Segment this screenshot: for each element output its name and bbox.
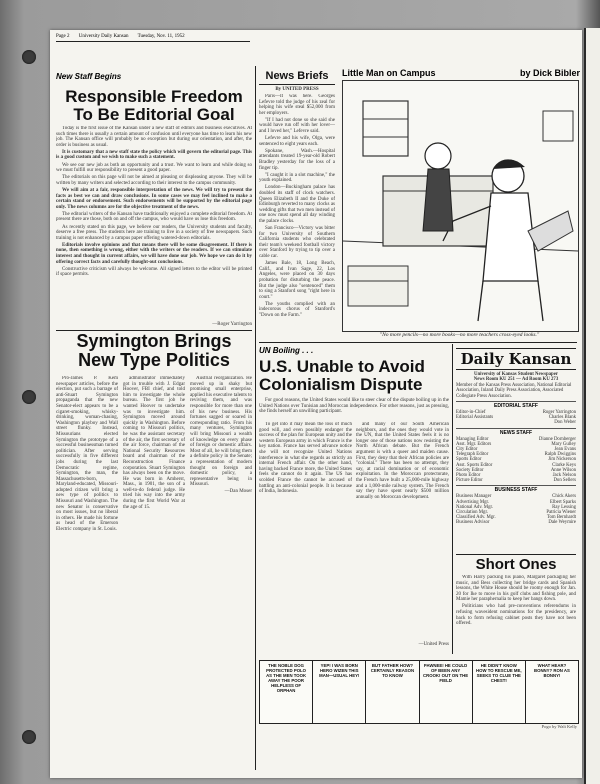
business-staff-heading: BUSINESS STAFF — [456, 485, 576, 493]
editorial-paragraph: The editorial writers of the Kansan have traditionally enjoyed a complete editorial freedom. At present there are those, both on and off the campus, who would have us lose this freedom. — [56, 211, 252, 223]
un-column-2 — [356, 422, 449, 642]
editorial-signature: —Roger Yarrington — [212, 322, 252, 327]
staff-person: Chick Akers — [552, 494, 576, 500]
staff-person: Roger Yarrington — [542, 410, 576, 416]
cartoon-byline: by Dick Bibler — [520, 68, 581, 78]
un-signature: —United Press — [418, 642, 449, 647]
staff-row — [456, 478, 576, 483]
brief-paragraph: Spokane, Wash.—Hospital attendants treated 19-year-old Robert Bradley yesterday for the loss of a finger tip. — [259, 148, 335, 171]
speech-balloon: BUT FATHER HOW? CERTAINLY REASON TO KNOW — [370, 663, 415, 678]
cartoon-caption: "No more pencils—no more books—no more teachers cross-eyed looks." — [379, 332, 540, 338]
staff-role: Editorial Assistants — [456, 415, 494, 421]
comic-panel — [260, 661, 313, 723]
brief-paragraph: Paris—It was here. Georges Lefevre told the judge of his zeal for helping his wife steal $52,000 from her employers. — [259, 94, 335, 116]
editorial-paragraph: The editorials on this page will not be aimed at pleasing or displeasing anyone. They will be written by many writers and selected according to their interest to the campus community. — [56, 175, 252, 186]
editorial-body — [56, 126, 252, 320]
comic-strip — [259, 660, 579, 724]
un-lead-text: For good reasons, the United States would like to steer clear of the dispute boiling up in the United Nations over Tunisian and Moroccan independence. For other reasons, just as pressing, she finds herself an unwilling participant. — [259, 398, 449, 415]
staff-person: Mary Gulley — [551, 441, 576, 447]
brief-paragraph: James Bale, 18, Long Beach, Calif., and Ivan Sage, 22, Los Angeles, were placed on 30 days probation for disturbing the peace. But the judge also "sentenced" them to sing a Stanford song "right here in court." — [259, 261, 335, 300]
staff-row — [456, 520, 576, 525]
staff-person: Ray Lessing — [552, 504, 576, 510]
staff-role: Photo Editor — [456, 473, 481, 479]
staff-role: Telegraph Editor — [456, 452, 489, 458]
staff-role: Asst. Sports Editor — [456, 462, 493, 468]
comic-panel — [313, 661, 366, 723]
staff-role: Circulation Mgr. — [456, 510, 488, 516]
symington-column-1 — [56, 376, 118, 770]
brief-paragraph: Lefevre and his wife, Olga, were sentenced to eight years each. — [259, 136, 335, 147]
speech-balloon: HE DIDN'T KNOW HOW TO RESCUE ME, SEEKS TO CLUE THE CHEST! — [476, 663, 522, 683]
editorial-paragraph: We see our new job as both an opportunity and a trust. We want to learn and while doing so we must fulfill our responsibility to present a good paper. — [56, 162, 252, 174]
brief-paragraph: The youths complied with an indecorous chorus of Stanford's "Down on the Farm." — [259, 301, 335, 318]
news-staff-heading: NEWS STAFF — [456, 428, 576, 436]
symington-headline: Symington Brings New Type Politics — [76, 331, 232, 370]
speech-balloon: YEP! I WAS BORN HERO WIZEN THIS MAN—USUAL HEY! — [319, 663, 360, 678]
staff-role: Asst. Mgr. Editors — [456, 441, 492, 447]
short-ones-paragraph: With Harry packing his piano, Margaret packaging her music, and Bess collecting her bridge cards and Spanish lessons, the White House should be roomy enough for Jan. 20 for Ike to move in his golf clubs and fishing pole, and Mamie her paraphernalia to keep her bangs down. — [456, 575, 576, 603]
staff-person: Ralph Dwiggins — [544, 452, 576, 458]
paper-name: University Daily Kansan — [78, 34, 129, 39]
symington-text: Austrial reorganization. He moved up in shaky but promising small enterprise, applied his executive talents to reviving them, and was responsible for more than one of his new business. His fortunes sagged or soared in corresponding ratio. From his many ventures, Symington will bring Missouri a wealth of knowledge on every phase of foreign or domestic affairs. Most of all, he will bring them a definite policy in the Senate; a representation of modern thought on foreign and domestic policy, a representative being in Missouri. — [190, 376, 252, 488]
binder-hole — [22, 730, 36, 744]
editorial-paragraph: As recently stated on this page, we believe our readers, the University students and faculty, deserve a free press. The students here are training to live in a society of free newspapers. Such training is not enhanced by a campus paper offering watered-down editorials. — [56, 224, 252, 241]
comic-strip-byline: Pogo by Walt Kelly — [541, 724, 577, 729]
short-ones-header: Short Ones — [456, 554, 576, 573]
cartoon-title: Little Man on Campus — [342, 68, 436, 78]
newspaper-page — [50, 30, 582, 778]
short-ones-paragraph: Politicians who had pre-conventions referendums in refusing wavesident nominations for the presidency, are back to form refusing cabinet posts they have not been offered. — [456, 604, 576, 627]
editorial-paragraph: It is customary that a new staff state the policy which will govern the editorial page. This is a good custom and we wish to make such a statement. — [56, 149, 252, 161]
short-ones-body — [456, 575, 576, 655]
staff-role: National Adv. Mgr. — [456, 504, 493, 510]
editorial-kicker: New Staff Begins — [56, 72, 122, 81]
staff-role: Advertising Mgr. — [456, 499, 490, 505]
editorial-headline: Responsible Freedom To Be Editorial Goal — [65, 87, 243, 124]
staff-person: Jack Nelson — [552, 473, 576, 479]
staff-role: Classified Adv. Mgr. — [456, 515, 496, 521]
staff-person: Don Sellers — [553, 478, 576, 484]
news-briefs-body — [259, 94, 335, 340]
un-lead — [259, 398, 449, 416]
un-column-1 — [259, 422, 352, 642]
editorial-staff-heading: EDITORIAL STAFF — [456, 401, 576, 409]
speech-balloon: WHAT HEAR? BONNY? RON AS BONNY! — [534, 663, 570, 678]
brief-paragraph: "I caught it in a slot machine," the youth explained. — [259, 172, 335, 184]
staff-person: Jean Evans — [554, 447, 576, 453]
un-headline: U.S. Unable to Avoid Colonialism Dispute — [259, 357, 425, 394]
speech-balloon: PAWNEE! HE COULD OF BEEN ANY CROOK! OUT ON THE FIELD — [423, 663, 469, 683]
binder-hole — [22, 390, 36, 404]
adjacent-page-edge — [584, 28, 600, 784]
staff-role: Society Editor — [456, 467, 484, 473]
staff-person: Dale Weymire — [548, 520, 576, 526]
symington-column-2 — [123, 376, 185, 770]
cartoon-illustration — [342, 80, 579, 332]
news-briefs-header: News Briefs — [259, 70, 335, 85]
editorial-paragraph: Constructive criticism will always be welcome. All signed letters to the editor will be printed if space permits. — [56, 266, 252, 278]
symington-column-3 — [190, 376, 252, 770]
un-text: and many of our South American neighbors, and the ones they would vote in the UN, that the United States feels it is no longer one of those nations now resisting the North African debate. But the French argument is with a queer and maiden cause. First, they deny that their African policies are "colonial." There has been no attempt, they say, at racial domination or of economic exploitation. In the Moroccan protectorate, the French have built a 25,000-mile highway and a 1,000-mile railway system. The French say they have spent nearly $500 million annually on Moroccan development. — [356, 422, 449, 500]
staff-person: Anne Wilson — [550, 467, 576, 473]
news-briefs-byline: By UNITED PRESS — [275, 87, 319, 92]
editorial-paragraph: Today is the first issue of the Kansan under a new staff of editors and business executives. At such times there is usually a certain amount of confusion until everyone has time to learn his new job. The Kansan office will probably be no exception but during our orientation, and after, the order is business as usual. — [56, 126, 252, 148]
staff-person: Dianne Dornberger — [538, 436, 576, 442]
cartoon-drawing — [343, 81, 578, 331]
binder-holes — [18, 30, 40, 770]
staff-box-line: Member of the Kansas Press Association, National Editorial Association, Inland Daily Press Association, Associated Collegiate Press Association. — [456, 382, 572, 399]
section-divider — [259, 342, 577, 343]
symington-signature: —Dan Moser — [224, 489, 252, 495]
staff-box-line: News Room KU 251 — Ad Room KU 273 — [473, 377, 559, 383]
brief-paragraph: San Francisco—Victory was bitter for two University of Southern California students who celebrated their team's weekend football victory over Stanford by trying to tip over a cable car. — [259, 226, 335, 260]
staff-role: Sports Editor — [456, 457, 482, 463]
staff-role: Editor-in-Chief — [456, 410, 486, 416]
staff-box-line: University of Kansas Student Newspaper — [474, 372, 558, 377]
un-kicker: UN Boiling . . . — [259, 346, 314, 355]
speech-balloon: THE NOBLE DOG PROTECTED POLO AS THE MEN TOOK AWAY THE POOR HELPLESS OF ORPHAN — [266, 663, 307, 693]
issue-date: Tuesday, Nov. 11, 1952 — [137, 34, 185, 39]
staff-role: Business Manager — [456, 494, 492, 500]
comic-panel — [420, 661, 473, 723]
un-text: To get into it may mean the loss of much good will, and even possibly endanger the success of the plan for European unity and the western European army in which France is the key nation. France has served advance notice she will not recognize United Nations interference in what she regards as strictly an internal French affair. On the other hand, having backed France more, the United States feels she cannot do it again. The US has scolded France the cannot be accused of battling an anti-colonial people. It is because of India, Indonesia. — [259, 422, 352, 495]
staff-person: Tom Bernhardt — [546, 515, 576, 521]
staff-person: Clarke Keys — [552, 462, 576, 468]
staff-box-title: Daily Kansan — [456, 348, 576, 370]
staff-row — [456, 420, 576, 425]
editorial-paragraph: We will aim at a fair, responsible interpretation of the news. We will try to present the facts as best we can and draw conclusions. In some cases we may feel inclined to make a certain stand or endorsement. Such endorsements will be supported by the editorial page only. The news columns are for the objective treatment of the news. — [56, 187, 252, 210]
comic-panel — [473, 661, 526, 723]
masthead — [56, 34, 250, 42]
column-rule — [255, 66, 256, 770]
brief-paragraph: London—Buckingham palace has doubled its staff of clock watchers. Queen Elizabeth II and the Duke of Edinburgh reverted to many clocks as wedding gifts that two men instead of one now must spend all day winding the palace clocks. — [259, 185, 335, 224]
staff-role: Business Advisor — [456, 520, 490, 526]
symington-text: administrator immediately got in trouble with J. Edgar Hoover, FBI chief, and told him to investigate the whole bureau. The first job he wanted Hoover to undertake was to investigate him. Symington moved around quickly in Washington. Before coming to Missouri politics, he was the assistant secretary of the air, the first secretary of the air force, chairman of the National Security Resources board and chairman of the Reconstruction Finance corporation. Stuart Symington has always been on the move. He was born in Amherst, Mass., in 1901, the son of a well-to-do federal judge. He tried his way into the army during the first World War at the age of 15. — [123, 376, 185, 510]
staff-role: Managing Editor — [456, 436, 489, 442]
staff-person: Elbert Sparks — [550, 499, 576, 505]
brief-paragraph: "If I had not done so she said she would have run off with her lover—and I loved her," Lefevre said. — [259, 117, 335, 135]
comic-panel — [526, 661, 578, 723]
binder-hole — [22, 50, 36, 64]
staff-person: Patricia Wiener — [546, 510, 576, 516]
staff-person: Jim Nickerson — [548, 457, 576, 463]
staff-person: Charles Blank — [548, 415, 576, 421]
column-rule — [452, 344, 453, 654]
editorial-paragraph: Editorials involve opinions and that means there will be some disagreement. If there is none, then something is wrong, either with the writers or the readers. If we can stimulate interest and thought in current affairs, we will have done our job. We hope we can do it by offering correct facts and carefully thought-out conclusions. — [56, 242, 252, 265]
staff-role: City Editor — [456, 447, 478, 453]
page-number: Page 2 — [56, 34, 70, 39]
staff-box — [456, 348, 576, 548]
staff-role: Picture Editor — [456, 478, 483, 484]
staff-person: Don Weber — [554, 420, 576, 426]
symington-text: Pro-James P. Kem newspaper articles, before the election, put such a barrage of anti-Stuart Symington propaganda that the new Senator-elect appears to be a cigaret-smoking, whisky-drinking, woman-chasing, Washington playboy and Wall street flunky. Instead, Missourians elected Symington the prototype of a successful businessman turned politician. After serving successfully in five different jobs during the last Democratic regime, Symington, the man, the Massachusetts-born, Maryland-educated, Missouri-adopted citizen will bring a new type of politics to Missouri and Washington. The new Senator is conservative on most issues, but no liberal in others. He made his fortune as head of the Emerson Electric company in St. Louis. — [56, 376, 118, 533]
comic-panel — [366, 661, 419, 723]
